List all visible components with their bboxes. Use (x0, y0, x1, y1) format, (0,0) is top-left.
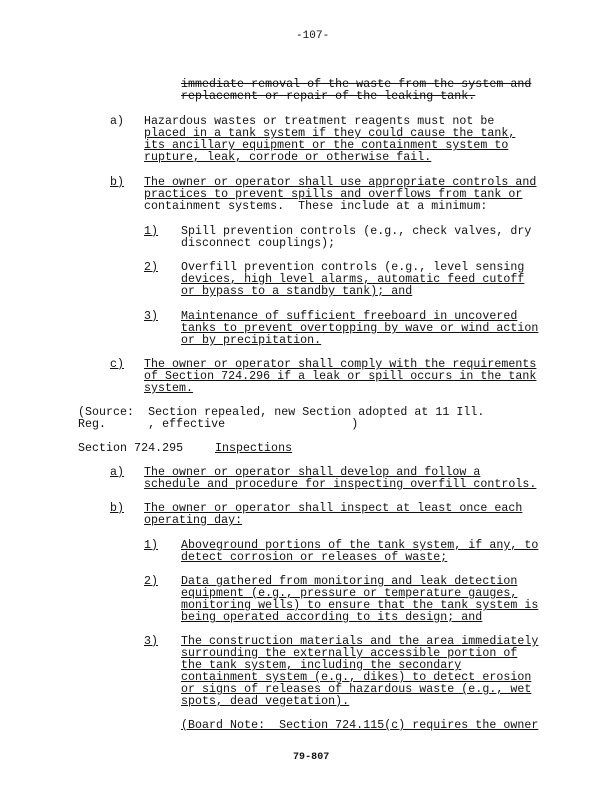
para-b-item-label: 3) (144, 310, 159, 323)
para-b-item-line: Maintenance of sufficient freeboard in uncovered (181, 310, 518, 323)
sec-b-item-line: Aboveground portions of the tank system, if any, to (181, 539, 539, 552)
sec-a-label: a) (110, 466, 125, 479)
sec-b-item-label: 3) (144, 635, 159, 648)
sec-b-item-line: equipment (e.g., pressure or temperature gauges, (181, 587, 518, 600)
sec-b-item-line: Data gathered from monitoring and leak detection (181, 575, 518, 588)
para-a-line: placed in a tank system if they could cause the tank, (144, 127, 516, 140)
page-number: -107- (296, 30, 330, 42)
sec-b-line: operating day: (144, 514, 243, 527)
para-c-line: system. (144, 382, 194, 395)
para-a-label: a) (110, 115, 125, 128)
sec-b-item-line: detect corrosion or releases of waste; (181, 551, 448, 564)
para-c-line: of Section 724.296 if a leak or spill occurs in the tank (144, 370, 537, 383)
para-b-item-line: devices, high level alarms, automatic feed cutoff (181, 273, 525, 286)
para-b-item-label: 2) (144, 261, 159, 274)
sec-b-item-label: 1) (144, 539, 159, 552)
deleted-line: replacement or repair of the leaking tank. (181, 90, 476, 103)
para-b-item-line: Spill prevention controls (e.g., check valves, dry (181, 225, 532, 238)
para-b-item-line: or by precipitation. (181, 334, 322, 347)
para-b-label: b) (110, 176, 125, 189)
sec-b-item-line: containment system (e.g., dikes) to detect erosion (181, 671, 532, 684)
sec-b-line: The owner or operator shall inspect at least once each (144, 502, 523, 515)
para-b-item-line: tanks to prevent overtopping by wave or wind action (181, 322, 539, 335)
source-note: Reg. , effective ) (78, 418, 359, 431)
sec-b-item-label: 2) (144, 575, 159, 588)
deleted-line: immediate removal of the waste from the system and (181, 78, 532, 91)
sec-b-label: b) (110, 502, 125, 515)
source-note: (Source: Section repealed, new Section adopted at 11 Ill. (78, 406, 485, 419)
para-c-label: c) (110, 358, 125, 371)
sec-b-item-line: spots, dead vegetation). (181, 695, 350, 708)
sec-a-line: The owner or operator shall develop and follow a (144, 466, 481, 479)
para-b-line: containment systems. These include at a minimum: (144, 200, 488, 213)
sec-b-item-line: The construction materials and the area immediately (181, 635, 539, 648)
para-a-line: Hazardous wastes or treatment reagents must not be (144, 115, 495, 128)
para-a-line: its ancillary equipment or the containment system to (144, 139, 509, 152)
sec-b-item-line: being operated according to its design; and (181, 611, 483, 624)
para-b-item-line: or bypass to a standby tank); and (181, 285, 413, 298)
footer-doc-number: 79-807 (293, 752, 330, 763)
para-b-line: practices to prevent spills and overflows from tank or (144, 188, 523, 201)
sec-b-item-line: or signs of releases of hazardous waste (e.g., wet (181, 683, 532, 696)
sec-a-line: schedule and procedure for inspecting overfill controls. (144, 478, 537, 491)
para-b-item-line: Overfill prevention controls (e.g., level sensing (181, 261, 525, 274)
board-note: (Board Note: Section 724.115(c) requires the owner (181, 719, 539, 732)
para-b-line: The owner or operator shall use appropriate controls and (144, 176, 537, 189)
para-c-line: The owner or operator shall comply with the requirements (144, 358, 537, 371)
para-b-item-label: 1) (144, 225, 159, 238)
section-title: Inspections (215, 442, 293, 455)
sec-b-item-line: surrounding the externally accessible portion of (181, 647, 518, 660)
para-b-item-line: disconnect couplings); (181, 237, 336, 250)
para-a-line: rupture, leak, corrode or otherwise fail. (144, 151, 432, 164)
section-number: Section 724.295 (78, 442, 184, 455)
sec-b-item-line: monitoring wells) to ensure that the tank system is (181, 599, 539, 612)
sec-b-item-line: the tank system, including the secondary (181, 659, 462, 672)
